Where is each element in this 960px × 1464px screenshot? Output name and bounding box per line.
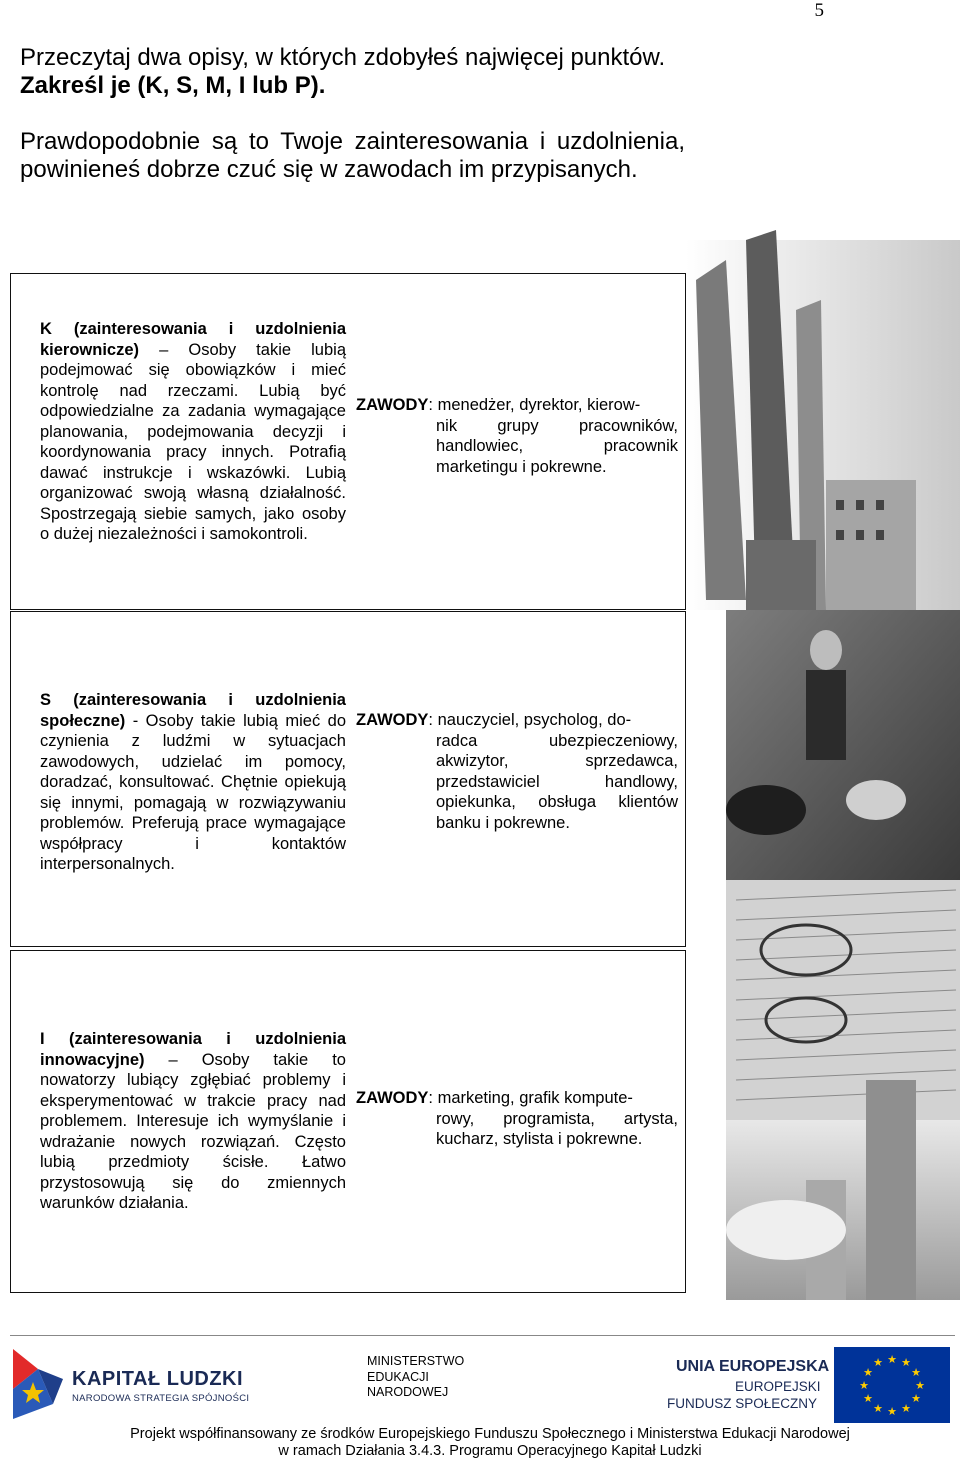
- svg-text:★: ★: [873, 1356, 883, 1369]
- svg-text:★: ★: [901, 1402, 911, 1415]
- ministry-line-2: EDUKACJI: [367, 1369, 429, 1384]
- section-i-text: – Osoby takie to nowatorzy lubiący zgłębiać problemy i eksperymentować w trakcie pracy nad problemem. Interesuje ich wymyślanie i wdrażanie nowych rozwiązań. Często lubią przedmioty ścisłe. Łatwo przystosowują się do zmiennych warunków działania.: [40, 1050, 346, 1212]
- section-i-jobs-label: ZAWODY: [356, 1089, 429, 1107]
- svg-text:★: ★: [901, 1356, 911, 1369]
- section-s-text: - Osoby takie lubią mieć do czynienia z ludźmi w sytuacjach zawodowych, udzielać im pomocy, doradzać, konsultować. Chętnie opiekują się innymi, pomagają w rozwiązywaniu problemów. Preferują prace wymagające współpracy i kontaktów interpersonalnych.: [40, 711, 346, 873]
- footer-cofinancing-text: [0, 1426, 960, 1460]
- section-k-box: [10, 273, 686, 610]
- section-s-heading: S (zainteresowania i uzdolnienia społeczne): [40, 691, 346, 730]
- footer-text-line-2: w ramach Działania 3.4.3. Programu Operacyjnego Kapitał Ludzki: [278, 1443, 702, 1459]
- section-i-heading: I (zainteresowania i uzdolnienia innowacyjne): [40, 1030, 346, 1069]
- section-s-box: [10, 611, 686, 947]
- intro-explanation: Prawdopodobnie są to Twoje zainteresowania i uzdolnienia, powinieneś dobrze czuć się w zawodach im przypisanych.: [20, 128, 685, 183]
- intro: [20, 44, 685, 184]
- section-k-jobs-label: ZAWODY: [356, 396, 429, 414]
- ministry-line-1: MINISTERSTWO: [367, 1354, 465, 1368]
- svg-text:★: ★: [863, 1366, 873, 1379]
- eu-title: UNIA EUROPEJSKA: [676, 1358, 830, 1375]
- ministry-line-3: NARODOWEJ: [367, 1385, 449, 1399]
- kapital-ludzki-logo-icon: [8, 1344, 68, 1424]
- svg-text:★: ★: [911, 1392, 921, 1405]
- section-k-jobs-first: : menedżer, dyrektor, kierow-: [428, 396, 641, 414]
- kapital-ludzki-title: KAPITAŁ LUDZKI: [72, 1368, 244, 1390]
- svg-text:★: ★: [863, 1392, 873, 1405]
- svg-text:★: ★: [873, 1402, 883, 1415]
- section-k-jobs-rest: nik grupy pracowników, handlowiec, pracownik marketingu i pokrewne.: [436, 416, 678, 476]
- section-k-jobs: [356, 395, 678, 477]
- kapital-ludzki-subtitle: NARODOWA STRATEGIA SPÓJNOŚCI: [72, 1393, 250, 1404]
- section-k-text: – Osoby takie lubią podejmować się obowiązków i mieć kontrolę nad rzeczami. Lubią być odpowiedzialne za zadania wymagające planowania, podejmowania decyzji i koordynowania pracy innych. Potrafią dawać instrukcje i wskazówki. Lubią organizować swoją własną działalność. Spostrzegają siebie samych, jako osoby o dużej niezależności i samokontroli.: [40, 340, 346, 543]
- section-k-heading: K (zainteresowania i uzdolnienia kierownicze): [40, 320, 346, 359]
- svg-text:★: ★: [887, 1405, 897, 1418]
- intro-instruction-bold: Zakreśl je (K, S, M, I lub P).: [20, 72, 326, 99]
- footer-divider: [10, 1335, 955, 1336]
- section-s-jobs-label: ZAWODY: [356, 711, 429, 729]
- page-number: 5: [814, 0, 824, 21]
- svg-text:★: ★: [915, 1379, 925, 1392]
- section-i-jobs-rest: rowy, programista, artysta, kucharz, stylista i pokrewne.: [436, 1109, 678, 1148]
- section-i-description: [40, 1029, 346, 1214]
- eu-fund-line-2: FUNDUSZ SPOŁECZNY: [667, 1396, 818, 1411]
- svg-text:★: ★: [911, 1366, 921, 1379]
- section-k-description: [40, 319, 346, 545]
- ministry-logo-text: [367, 1354, 464, 1401]
- decorative-collage-image: [686, 180, 960, 1300]
- eu-fund-line-1: EUROPEJSKI: [735, 1379, 821, 1394]
- footer-text-line-1: Projekt współfinansowany ze środków Europejskiego Funduszu Społecznego i Ministerstwa Edukacji Narodowej: [130, 1426, 850, 1442]
- section-s-jobs-rest: radca ubezpieczeniowy, akwizytor, sprzedawca, przedstawiciel handlowy, opiekunka, obsługa klientów banku i pokrewne.: [436, 731, 678, 832]
- svg-text:★: ★: [859, 1379, 869, 1392]
- section-i-jobs-first: : marketing, grafik kompute-: [428, 1089, 633, 1107]
- section-s-jobs: [356, 710, 678, 833]
- intro-instruction: Przeczytaj dwa opisy, w których zdobyłeś najwięcej punktów.: [20, 44, 666, 71]
- section-s-jobs-first: : nauczyciel, psycholog, do-: [428, 711, 632, 729]
- section-i-box: [10, 950, 686, 1293]
- section-i-jobs: [356, 1088, 678, 1150]
- section-s-description: [40, 690, 346, 875]
- eu-flag-icon: [834, 1347, 950, 1423]
- svg-text:★: ★: [887, 1353, 897, 1366]
